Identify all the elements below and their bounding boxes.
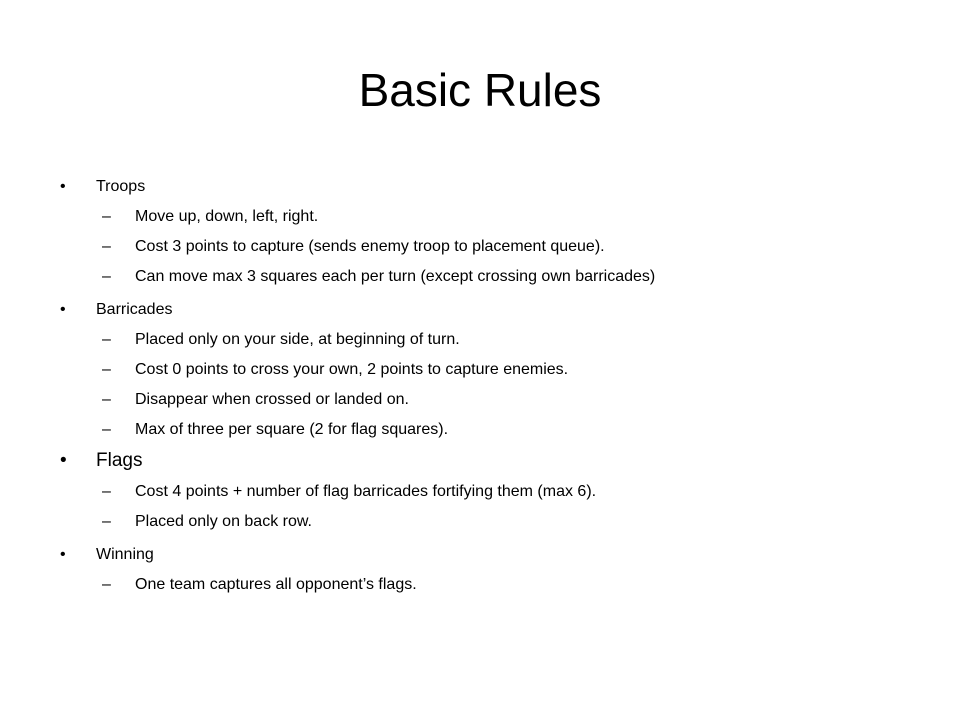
section-flags [60, 445, 920, 537]
sub-item [60, 202, 920, 232]
sub-item-text: Placed only on back row. [135, 513, 312, 530]
dash-icon: – [102, 576, 111, 593]
bullet-icon: • [60, 178, 66, 195]
sub-item-text: Can move max 3 squares each per turn (except crossing own barricades) [135, 268, 656, 285]
sub-item [60, 385, 920, 415]
sub-item [60, 477, 920, 507]
dash-icon: – [102, 391, 111, 408]
slide-body [60, 172, 920, 600]
sub-item [60, 415, 920, 445]
section-heading: Winning [96, 546, 154, 563]
sub-item-text: Max of three per square (2 for flag squares). [135, 421, 449, 438]
sub-item [60, 232, 920, 262]
sub-item-text: Cost 3 points to capture (sends enemy troop to placement queue). [135, 238, 605, 255]
section-barricades [60, 295, 920, 445]
bullet-item [60, 172, 920, 202]
dash-icon: – [102, 361, 111, 378]
sub-item-text: Cost 0 points to cross your own, 2 points to capture enemies. [135, 361, 569, 378]
sub-item [60, 325, 920, 355]
dash-icon: – [102, 238, 111, 255]
sub-item-text: Cost 4 points + number of flag barricades fortifying them (max 6). [135, 483, 597, 500]
sub-item-text: Placed only on your side, at beginning of turn. [135, 331, 460, 348]
dash-icon: – [102, 421, 111, 438]
bullet-icon: • [60, 450, 67, 471]
section-winning [60, 540, 920, 600]
sub-item-text: Move up, down, left, right. [135, 208, 319, 225]
section-heading: Barricades [96, 301, 173, 318]
sub-item [60, 262, 920, 292]
dash-icon: – [102, 268, 111, 285]
section-heading: Flags [96, 450, 143, 471]
sub-item [60, 570, 920, 600]
sub-item [60, 355, 920, 385]
sub-item [60, 507, 920, 537]
bullet-item [60, 540, 920, 570]
section-heading: Troops [96, 178, 146, 195]
section-troops [60, 172, 920, 292]
bullet-icon: • [60, 546, 66, 563]
dash-icon: – [102, 513, 111, 530]
dash-icon: – [102, 208, 111, 225]
bullet-icon: • [60, 301, 66, 318]
dash-icon: – [102, 331, 111, 348]
slide-title: Basic Rules [358, 64, 602, 116]
bullet-item [60, 445, 920, 477]
bullet-item [60, 295, 920, 325]
sub-item-text: One team captures all opponent’s flags. [135, 576, 417, 593]
dash-icon: – [102, 483, 111, 500]
sub-item-text: Disappear when crossed or landed on. [135, 391, 409, 408]
